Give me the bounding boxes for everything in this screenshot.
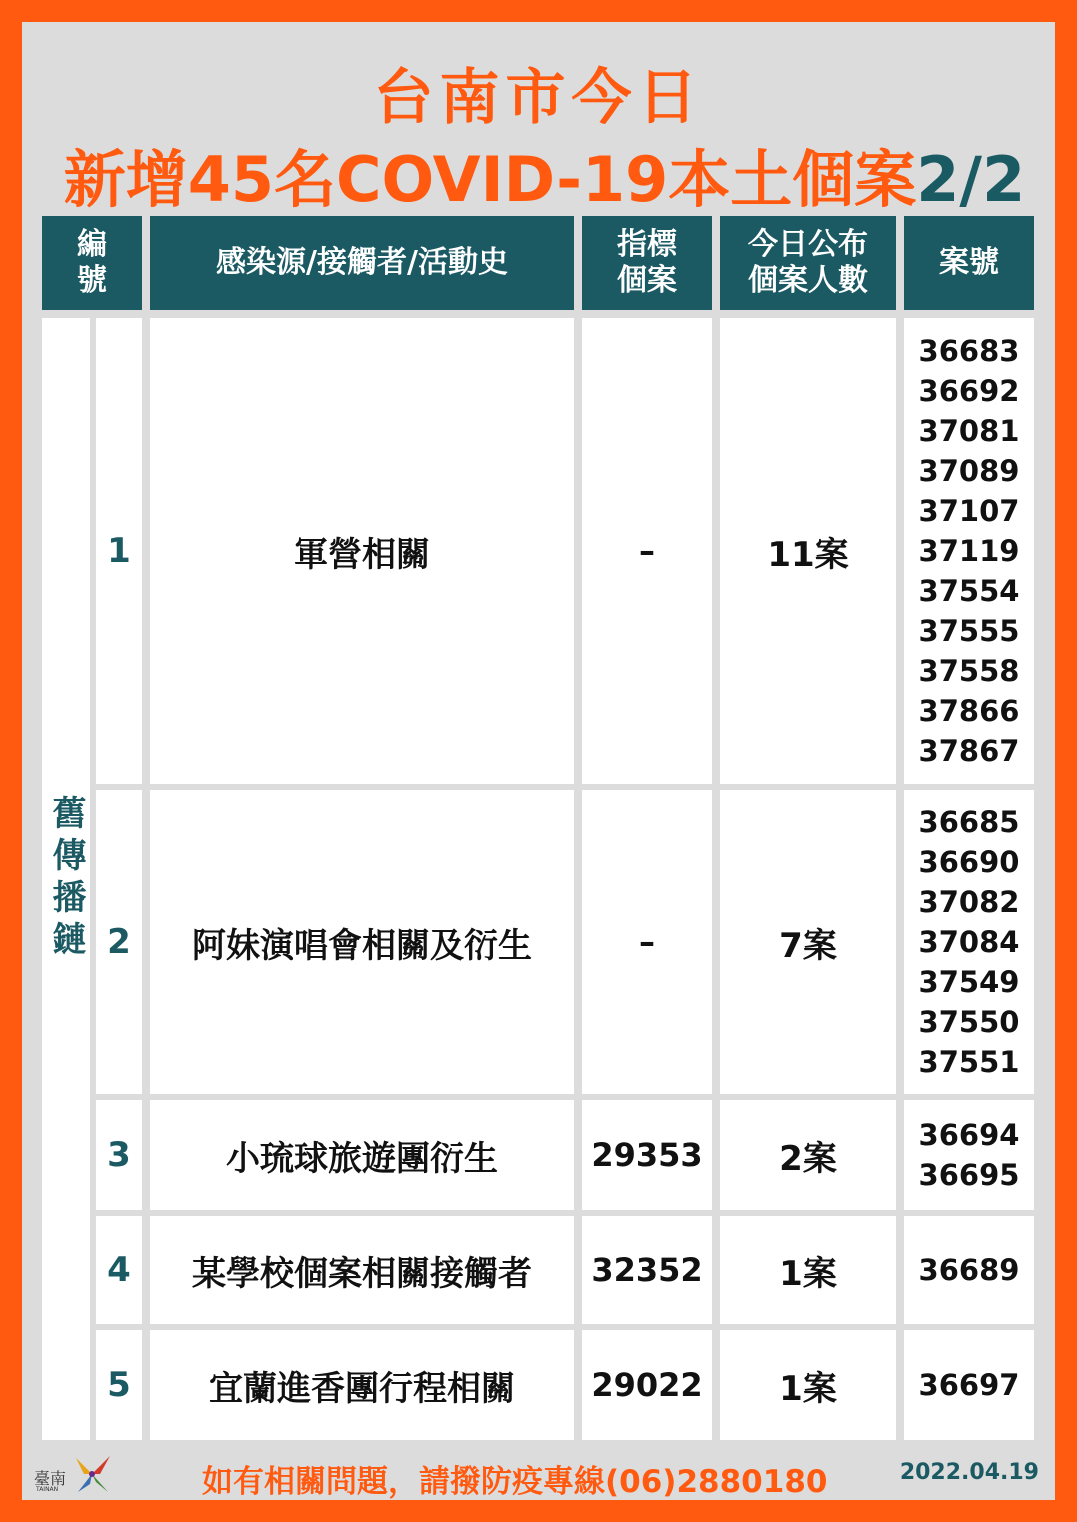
case-id: 37549: [918, 965, 1020, 999]
case-id: 37089: [918, 454, 1020, 488]
header-count: 今日公布 個案人數: [720, 216, 896, 310]
case-id: 36692: [918, 374, 1020, 408]
row1-source: 軍營相關: [150, 318, 574, 784]
footer: [22, 1462, 1055, 1498]
header-index-case: 指標 個案: [582, 216, 712, 310]
row3-number: 3: [96, 1100, 142, 1210]
subtitle-main: 新增45名COVID-19本土個案: [63, 143, 917, 216]
row1-index-case: –: [582, 318, 712, 784]
tainan-logo: [34, 1452, 114, 1498]
case-id: 36694: [918, 1118, 1020, 1152]
case-id: 36683: [918, 334, 1020, 368]
row4-index-case: 32352: [582, 1216, 712, 1324]
row1-count: 11案: [720, 318, 896, 784]
row3-case-ids: [904, 1100, 1034, 1210]
tainan-emblem-icon: [70, 1452, 114, 1496]
row4-number: 4: [96, 1216, 142, 1324]
logo-text: 臺南: [34, 1469, 67, 1488]
row2-index-case: –: [582, 790, 712, 1094]
row2-case-ids: [904, 790, 1034, 1094]
case-id: 37866: [918, 694, 1020, 728]
row5-count: 1案: [720, 1330, 896, 1440]
row4-case-ids: [904, 1216, 1034, 1324]
header-source: 感染源/接觸者/活動史: [150, 216, 574, 310]
row5-source: 宜蘭進香團行程相關: [150, 1330, 574, 1440]
hotline-text: 如有相關問題，請撥防疫專線(06)2880180: [202, 1464, 828, 1500]
case-id: 37554: [918, 574, 1020, 608]
header-number: 編 號: [42, 216, 142, 310]
case-id: 37082: [918, 885, 1020, 919]
row3-count: 2案: [720, 1100, 896, 1210]
page-title: 台南市今日: [373, 63, 704, 133]
poster-panel: [22, 22, 1055, 1500]
row2-count: 7案: [720, 790, 896, 1094]
case-id: 36690: [918, 845, 1020, 879]
header-case-ids: 案號: [904, 216, 1034, 310]
row4-source: 某學校個案相關接觸者: [150, 1216, 574, 1324]
row5-index-case: 29022: [582, 1330, 712, 1440]
row1-case-ids: [904, 318, 1034, 784]
row3-source: 小琉球旅遊團衍生: [150, 1100, 574, 1210]
case-id: 37550: [918, 1005, 1020, 1039]
row2-number: 2: [96, 790, 142, 1094]
case-id: 37081: [918, 414, 1020, 448]
row5-number: 5: [96, 1330, 142, 1440]
row1-number: 1: [96, 318, 142, 784]
logo-subtext: TAINAN: [36, 1486, 59, 1493]
row5-case-ids: [904, 1330, 1034, 1440]
case-id: 36689: [918, 1253, 1020, 1287]
publish-date: 2022.04.19: [899, 1460, 1039, 1485]
case-id: 37084: [918, 925, 1020, 959]
row4-count: 1案: [720, 1216, 896, 1324]
case-id: 37107: [918, 494, 1020, 528]
case-id: 37551: [918, 1045, 1020, 1079]
case-id: 37555: [918, 614, 1020, 648]
row2-source: 阿妹演唱會相關及衍生: [150, 790, 574, 1094]
case-id: 36695: [918, 1158, 1020, 1192]
page-subtitle: [28, 130, 1061, 219]
case-id: 36685: [918, 805, 1020, 839]
case-id: 37558: [918, 654, 1020, 688]
case-id: 36697: [918, 1368, 1020, 1402]
group-label-text: 舊傳播鏈: [46, 795, 86, 963]
page-part-indicator: 2/2: [916, 143, 1026, 216]
group-label: [42, 318, 90, 1440]
row3-index-case: 29353: [582, 1100, 712, 1210]
case-id: 37867: [918, 734, 1020, 768]
case-id: 37119: [918, 534, 1020, 568]
